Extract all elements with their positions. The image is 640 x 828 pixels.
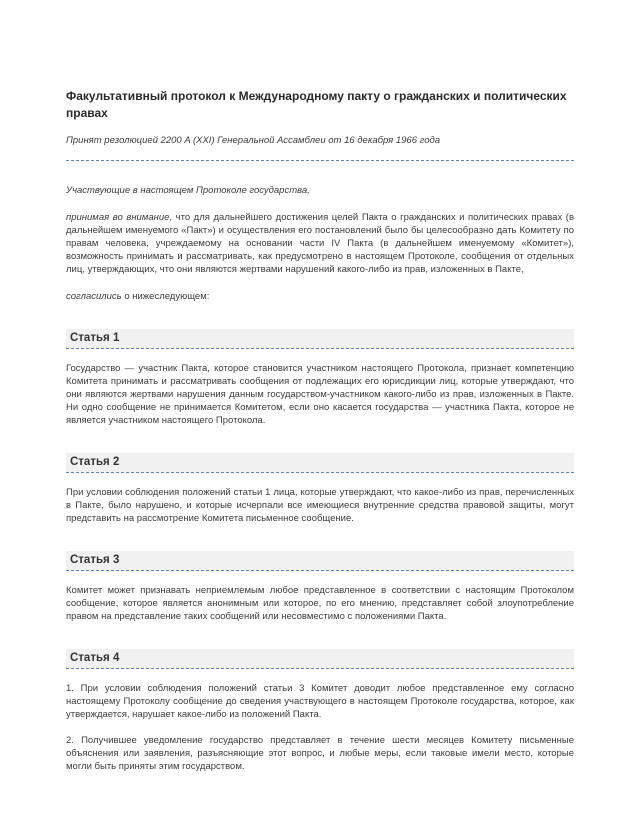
preamble-agreed-lead: согласились: [66, 291, 122, 302]
article-4: [66, 649, 574, 773]
article-2-heading: Статья 2: [66, 453, 574, 473]
article-2-paragraph: При условии соблюдения положений статьи 1 лица, которые утверждают, что какое-либо из прав, перечисленных в Пакте, было нарушено, и которые исчерпали все имеющиеся внутренние средства правовой защиты, могут представить на рассмотрение Комитета письменное сообщение.: [66, 487, 574, 524]
article-4-paragraph-2: 2. Получившее уведомление государство представляет в течение шести месяцев Комитету письменные объяснения или заявления, разъясняющие этот вопрос, и любые меры, если таковые имели место, которые могли быть приняты этим государством.: [66, 735, 574, 772]
article-1: [66, 329, 574, 427]
document-title: Факультативный протокол к Международному пакту о гражданских и политических правах: [66, 89, 567, 120]
preamble-considering-lead: принимая во внимание: [66, 212, 170, 223]
article-3: [66, 551, 574, 623]
preamble-considering-paragraph: [66, 211, 574, 276]
horizontal-rule: [66, 160, 574, 161]
article-3-heading: Статья 3: [66, 551, 574, 571]
article-1-paragraph: Государство — участник Пакта, которое становится участником настоящего Протокола, признает компетенцию Комитета принимать и рассматривать сообщения от подлежащих его юрисдикции лиц, которые утверждают, что они являются жертвами нарушения данным государством-участником какого-либо из прав, изложенных в Пакте. Ни одно сообщение не принимается Комитетом, если оно касается государства — участника Пакта, которое не является участником настоящего Протокола.: [66, 363, 574, 426]
preamble: [66, 184, 574, 303]
article-1-heading: Статья 1: [66, 329, 574, 349]
preamble-agreed-text: о нижеследующем:: [121, 291, 210, 302]
adoption-subtitle: Принят резолюцией 2200 A (XXI) Генеральной Ассамблеи от 16 декабря 1966 года: [66, 135, 441, 146]
preamble-agreed-line: [66, 290, 574, 303]
article-2: [66, 453, 574, 525]
preamble-parties-line: Участвующие в настоящем Протоколе государства,: [66, 185, 310, 196]
article-3-paragraph: Комитет может признавать неприемлемым любое представленное в соответствии с настоящим Протоколом сообщение, которое является анонимным или которое, по его мнению, представляет собой злоупотребление правом на представление таких сообщений или несовместимо с положениями Пакта.: [66, 585, 574, 622]
preamble-considering-text: , что для дальнейшего достижения целей Пакта о гражданских и политических правах (в дальнейшем именуемого «Пакт») и осуществления его постановлений было бы целесообразно дать Комитету по правам человека, учреждаемому на основании части IV Пакта (в дальнейшем именуемому «Комитет»), возможность принимать и рассматривать, как предусмотрено в настоящем Протоколе, сообщения от отдельных лиц, утверждающих, что они являются жертвами нарушений какого-либо из прав, изложенных в Пакте,: [66, 212, 574, 275]
article-4-heading: Статья 4: [66, 649, 574, 669]
article-4-paragraph-1: 1. При условии соблюдения положений статьи 3 Комитет доводит любое представленное ему согласно настоящему Протоколу сообщение до сведения участвующего в настоящем Протоколе государства, которое, как утверждается, нарушает какое-либо из положений Пакта.: [66, 683, 574, 720]
